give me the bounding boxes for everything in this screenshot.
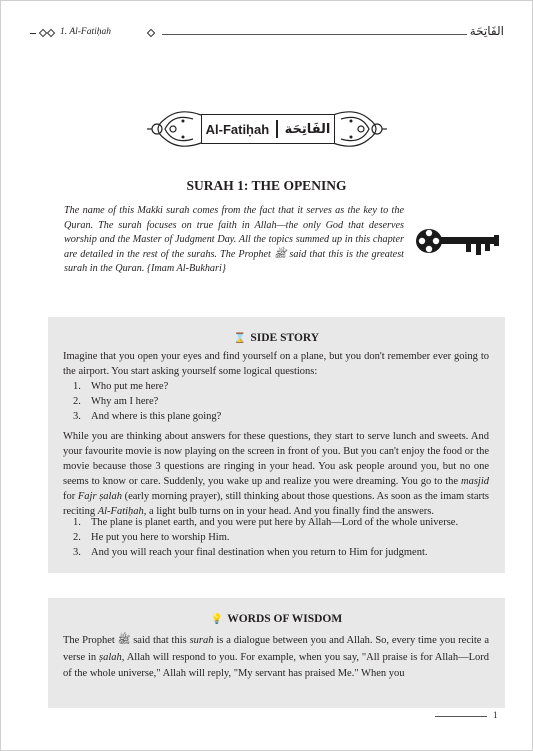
running-header — [30, 24, 504, 41]
question-text: Why am I here? — [91, 396, 159, 408]
story-text: (early morning prayer), still thinking about those questions. As soon as the imam starts reciting — [63, 491, 489, 517]
term-masjid: masjid — [460, 476, 489, 487]
term-fajr-salah: Fajr ṣalah — [77, 491, 122, 502]
hourglass-icon: ⌛ — [233, 333, 247, 344]
term-salah: ṣalah — [99, 651, 122, 663]
surah-title-banner — [143, 109, 391, 149]
header-rule — [162, 34, 467, 35]
list-item: 1. Who put me here? — [73, 379, 493, 394]
diamond-icon — [147, 29, 155, 37]
term-surah: surah — [189, 635, 214, 646]
header-ornament — [30, 33, 36, 34]
answer-text: He put you here to worship Him. — [91, 532, 230, 544]
header-arabic-title: الفَاتِحَة — [469, 24, 504, 38]
list-item: 3. And where is this plane going? — [73, 409, 493, 424]
lightbulb-icon: 💡 — [210, 614, 224, 625]
footer-rule — [435, 716, 487, 717]
list-item: 3. And you will reach your final destination when you return to Him for judgment. — [73, 545, 493, 560]
side-story-intro: Imagine that you open your eyes and find yourself on a plane, but you don't remember ever going to the airport. You start asking yourself some logical questions: — [63, 351, 489, 378]
story-text: While you are thinking about answers for these questions, they start to serve lunch and sweets. And your favourite movie is now playing on the screen in front of you. But you can't enjoy the food or the movie because those 3 questions are ringing in your head. You ask people around you, but no one seems to know or care. Suddenly, you wake up and realize you were dreaming. You go to the — [63, 431, 489, 487]
list-item: 1. The plane is planet earth, and you were put here by Allah—Lord of the whole universe. — [73, 515, 493, 530]
diamond-icon — [47, 29, 55, 37]
side-story-heading-text: SIDE STORY — [250, 332, 320, 344]
wisdom-heading — [48, 613, 505, 625]
side-story-box — [48, 317, 505, 573]
wisdom-body — [63, 633, 489, 683]
wisdom-text: The Prophet ﷺ said that this — [63, 635, 190, 646]
page-footer — [435, 711, 505, 723]
list-item: 2. He put you here to worship Him. — [73, 530, 493, 545]
banner-plate — [201, 114, 335, 144]
term-al-fatihah: Al-Fatiḥah — [97, 506, 144, 517]
words-of-wisdom-box — [48, 598, 505, 708]
questions-list — [73, 379, 493, 425]
banner-english-title: Al-Fatiḥah — [205, 121, 270, 137]
question-text: Who put me here? — [91, 381, 169, 392]
page-title: SURAH 1: THE OPENING — [186, 178, 347, 193]
story-text: , a light bulb turns on in your head. And you finally find the answers. — [143, 506, 434, 517]
answers-list — [73, 515, 493, 561]
side-story-body — [63, 429, 489, 519]
key-icon — [414, 224, 500, 258]
question-text: And where is this plane going? — [91, 411, 222, 423]
story-text: for — [63, 491, 78, 502]
header-chapter-label: 1. Al-Fatiḥah — [60, 27, 112, 37]
banner-divider — [276, 120, 278, 138]
banner-arabic-title: الفَاتِحَة — [284, 121, 331, 137]
answer-text: The plane is planet earth, and you were put here by Allah—Lord of the whole universe. — [91, 517, 459, 528]
wisdom-text: , Allah will respond to you. For example, when you say, "All praise is for Allah—Lord of the whole universe," Allah will reply, "My servant has praised Me." When you — [63, 651, 489, 679]
answer-text: And you will reach your final destination when you return to Him for judgment. — [91, 547, 428, 559]
page-number: 1 — [493, 710, 498, 720]
intro-paragraph: The name of this Makki surah comes from the fact that it serves as the key to the Quran. The surah focuses on true faith in Allah—the only God that deserves worship and the Master of Judgment Day. All the topics summed up in this chapter are detailed in the rest of the surahs. The Prophet ﷺ said that this is the greatest surah in the Quran. {Imam Al-Bukhari} — [64, 205, 405, 275]
wisdom-heading-text: WORDS OF WISDOM — [227, 613, 343, 625]
wisdom-text: is a dialogue between you and Allah. So, every time you recite a verse in — [63, 635, 489, 663]
side-story-heading — [48, 332, 505, 344]
list-item: 2. Why am I here? — [73, 394, 493, 409]
